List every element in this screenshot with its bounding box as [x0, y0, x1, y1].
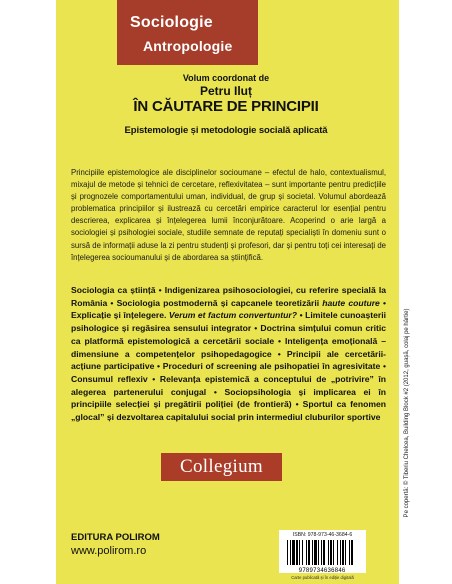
contents-item: Consumul reflexiv — [71, 373, 148, 384]
bullet-separator: • — [251, 323, 261, 334]
bullet-separator: • — [206, 386, 225, 397]
cover-credit — [399, 300, 415, 526]
barcode-bar — [345, 540, 346, 565]
barcode-bar — [312, 540, 313, 565]
series-badge — [117, 0, 258, 65]
barcode-bar — [287, 540, 288, 565]
publisher-website: www.polirom.ro — [71, 545, 147, 557]
barcode-bar — [299, 540, 300, 565]
publisher-name: EDITURA POLIROM — [71, 532, 160, 543]
bullet-separator: • — [147, 373, 160, 384]
contents-item: Inteligența emoțională – dimensiune a competențelor psihopedagogice — [71, 335, 386, 359]
barcode-icon — [281, 540, 364, 574]
bullet-separator: • — [155, 285, 165, 295]
barcode-bar — [328, 540, 329, 565]
editor-name: Petru Iluț — [199, 84, 252, 98]
bullet-separator: • — [379, 297, 386, 308]
bullet-separator: • — [274, 335, 285, 346]
barcode-bar — [318, 540, 319, 565]
book-description: Principiile epistemologice ale disciplinelor socioumane – efectul de halo, contextualismul, mixajul de metode și tehnici de cercetare, reflexivitatea – sunt importante pentru predicțiile și prognozele comportamentului uman, individual, de grup și societal. Volumul abordează problematica principiilor și ilustrează cu cercetări empirice caracterul lor esențial pentru descrierea, explicarea și înțelegerea lumii înconjurătoare. Acoperind o arie largă a sociologiei și psihologiei sociale, studiile semnate de reputați specialiști în domeniu sunt o sursă de informații aduse la zi pentru studenți și profesori, dar și pentru toți cei interesați de înțelegerea socioumanului și de abordarea sa științifică. — [71, 168, 386, 262]
series-line-2: Antropologie — [143, 38, 233, 54]
isbn-label: ISBN: 978-973-46-3684-6 — [292, 532, 353, 538]
bullet-separator: • — [154, 361, 163, 372]
collegium-logo: Collegium — [161, 453, 282, 481]
bullet-separator: • — [107, 297, 117, 308]
barcode-bar — [342, 540, 344, 565]
barcode-bar — [290, 540, 291, 565]
contents-item: Sociologia postmodernă și capcanele teoretizării haute couture — [116, 297, 380, 308]
bullet-separator: • — [271, 348, 287, 359]
contents-item: Sportul ca fenomen „glocal” și dezvoltarea capitalului social prin intermediul cluburilor sportive — [71, 399, 386, 423]
contents-item: Proceduri of screening ale psihopatiei în agresivitate — [162, 361, 381, 372]
barcode-bar — [302, 540, 303, 565]
barcode-bar — [306, 540, 307, 565]
barcode-bar — [296, 540, 298, 565]
bullet-separator: • — [297, 310, 306, 321]
contents-item: Indigenizarea psihosociologiei, cu referire specială la România — [71, 285, 386, 308]
contents-item: Explicație și înțelegere. Verum et factum convertuntur? — [71, 310, 298, 321]
barcode-bar — [333, 540, 334, 565]
coordinated-by-label: Volum coordonat de — [182, 73, 270, 83]
contents-item: Principii ale cercetării-acțiune participative — [71, 348, 386, 372]
book-subtitle: Epistemologie și metodologie socială aplicată — [124, 125, 328, 136]
barcode-bar — [337, 540, 338, 565]
contents-item: Sociologia ca știință — [71, 285, 156, 295]
barcode-bar — [292, 540, 295, 565]
digital-edition-note: Carte publicată și în ediție digitală — [291, 575, 354, 580]
book-title: ÎN CĂUTARE DE PRINCIPII — [133, 98, 319, 115]
barcode-bar — [340, 540, 341, 565]
barcode-bar — [308, 540, 310, 565]
barcode-bar — [314, 540, 317, 565]
barcode-bar — [351, 540, 353, 565]
barcode-bar — [330, 540, 332, 565]
contents-item: Doctrina simțului comun critic ca platformă epistemologică a cercetării sociale — [71, 323, 386, 346]
bullet-separator: • — [291, 399, 303, 410]
barcode-bar — [321, 540, 322, 565]
contents-item: Sociopsihologia și implicarea ei în principiile selecției și pregătirii poliției (de frontieră) — [71, 386, 386, 410]
series-line-1: Sociologie — [130, 14, 213, 31]
barcode-bar — [323, 540, 325, 565]
cover-credit-text: Pe copertă: © Tiberiu Chelcea, Building Block #2 (2012, guașă, colaj pe hârtie) — [404, 308, 410, 518]
bullet-separator: • — [380, 361, 386, 372]
barcode-bar — [349, 540, 350, 565]
contents-list — [71, 284, 386, 424]
contents-item: Relevanța epistemică a conceptului de „potrivire” în alegerea partenerului conjugal — [71, 373, 387, 397]
barcode-digits: 9789734636846 — [298, 567, 346, 574]
contents-item: Limitele cunoașterii psihologice și regăsirea sensului integrator — [71, 310, 386, 334]
